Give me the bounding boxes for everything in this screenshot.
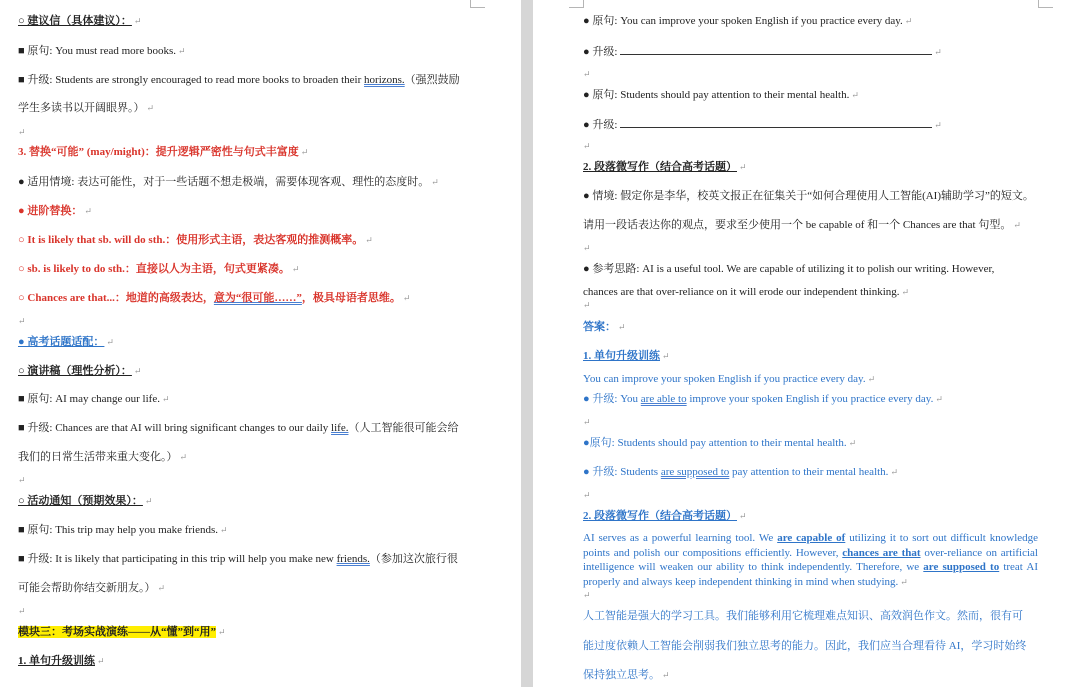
paragraph-mark: ↵ [583,141,591,151]
heading-speech: ○ 演讲稿（理性分析）： ↵ [18,365,142,377]
answer-blank[interactable] [620,116,932,128]
answer-sentence-upgrade-heading: 1. 单句升级训练 ↵ [583,350,670,362]
paragraph-mark: ↵ [583,243,591,253]
original-sentence: ■ 原句: You must read more books. ↵ [18,45,186,57]
original-sentence: ■ 原句: This trip may help you make friends. ↵ [18,524,228,536]
heading-suggestion-letter: ○ 建议信（具体建议）： ↵ [18,15,142,27]
upgraded-sentence-continued: 可能会帮助你结交新朋友。） ↵ [18,582,166,594]
module-three-heading: 模块三：考场实战演练——从“懂”到“用” ↵ [18,626,226,638]
upgraded-sentence-continued: 学生多读书以开阔眼界。） ↵ [18,102,155,114]
paragraph-mark: ↵ [583,590,591,600]
reference-idea: ● 参考思路: AI is a useful tool. We are capable of utilizing it to polish our writing. However, [583,263,995,275]
answer-heading: 答案： ↵ [583,321,626,333]
sentence-upgrade-heading: 1. 单句升级训练 ↵ [18,655,105,667]
original-sentence: ■ 原句: AI may change our life. ↵ [18,393,170,405]
paragraph-mark: ↵ [18,475,26,485]
page-corner-mark [470,0,485,8]
advanced-replacement-label: ● 进阶替换： ↵ [18,205,92,217]
upgraded-sentence: ■ 升级: It is likely that participating in this trip will help you make new friends.（参加这次旅行很 [18,553,458,565]
upgraded-sentence: ■ 升级: Students are strongly encouraged to read more books to broaden their horizons.（强烈鼓励 [18,74,460,86]
page-corner-mark [1038,0,1053,8]
paragraph-mark: ↵ [583,490,591,500]
reference-idea-continued: chances are that over-reliance on it will erode our independent thinking. ↵ [583,286,910,298]
writing-context: ● 情境: 假定你是李华，校英文报正在征集关于“如何合理使用人工智能(AI)辅助学习”的短文。 [583,190,1034,202]
replacement-item-1: ○ It is likely that sb. will do sth.：使用形式主语，表达客观的推测概率。 ↵ [18,234,373,246]
answer-paragraph-heading: 2. 段落微写作（结合高考话题） ↵ [583,510,747,522]
upgraded-sentence-continued: 我们的日常生活带来重大变化。） ↵ [18,451,188,463]
heading-event-notice: ○ 活动通知（预期效果）： ↵ [18,495,153,507]
exercise-original-2: ● 原句: Students should pay attention to their mental health. ↵ [583,89,859,101]
page-corner-mark [569,0,584,8]
answer-original-2: ●原句: Students should pay attention to their mental health. ↵ [583,437,857,449]
answer-chinese-line-2: 能过度依赖人工智能会削弱我们独立思考的能力。因此，我们应当合理看待 AI，学习时始终 [583,640,1027,652]
answer-blank[interactable] [620,43,932,55]
document-page-left [0,0,521,687]
writing-requirement: 请用一段话表达你的观点，要求至少使用一个 be capable of 和一个 Chances are that 句型。 ↵ [583,219,1021,231]
paragraph-mark: ↵ [18,606,26,616]
answer-upgrade-2: ● 升级: Students are supposed to pay attention to their mental health. ↵ [583,466,898,478]
exercise-original-1: ● 原句: You can improve your spoken English if you practice every day. ↵ [583,15,913,27]
document-page-right [533,0,1080,687]
answer-chinese-line-3: 保持独立思考。 ↵ [583,669,670,681]
answer-sentence: You can improve your spoken English if you practice every day. ↵ [583,373,876,385]
upgraded-sentence: ■ 升级: Chances are that AI will bring significant changes to our daily life.（人工智能很可能会给 [18,422,459,434]
gaokao-topic-fit-label: ● 高考话题适配： ↵ [18,336,114,348]
paragraph-writing-heading: 2. 段落微写作（结合高考话题） ↵ [583,161,747,173]
exercise-upgrade-2: ● 升级: ↵ [583,116,942,132]
replacement-item-2: ○ sb. is likely to do sth.：直接以人为主语，句式更紧凑。 ↵ [18,263,300,275]
answer-english-paragraph: AI serves as a powerful learning tool. We are capable of utilizing it to sort out difficult knowledge points and polish our compositions efficiently. However, chances are that over-reliance on artificial intelligence will weaken our ability to think independently. Therefore, we are supposed to treat AI properly and always keep independent thinking in mind when studying. ↵ [583,532,1039,588]
paragraph-mark: ↵ [583,417,591,427]
paragraph-mark: ↵ [583,300,591,310]
answer-chinese-line-1: 人工智能是强大的学习工具。我们能够利用它梳理难点知识、高效润色作文。然而，很有可 [583,610,1023,622]
answer-upgrade-1: ● 升级: You are able to improve your spoken English if you practice every day. ↵ [583,393,943,405]
applicable-context: ● 适用情境: 表达可能性，对于一些话题不想走极端，需要体现客观、理性的态度时。 ↵ [18,176,439,188]
paragraph-mark: ↵ [18,127,26,137]
exercise-upgrade-1: ● 升级: ↵ [583,43,942,59]
section-heading-may-might: 3. 替换“可能” (may/might)：提升逻辑严密性与句式丰富度 ↵ [18,146,309,158]
paragraph-mark: ↵ [18,316,26,326]
replacement-item-3: ○ Chances are that...：地道的高级表达，意为“很可能……”，极具母语者思维。 ↵ [18,292,411,304]
paragraph-mark: ↵ [583,69,591,79]
